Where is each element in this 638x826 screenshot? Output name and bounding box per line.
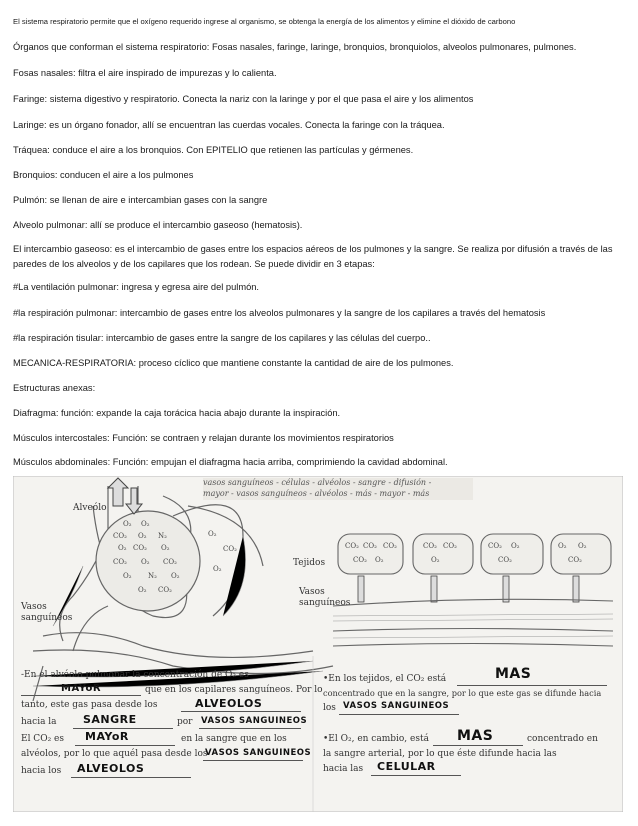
right-line-4: •El O₂, en cambio, está <box>323 734 429 744</box>
svg-text:CO₂: CO₂ <box>498 556 512 564</box>
respiracion-tisular-paragraph: #la respiración tisular: intercambio de gases entre la sangre de los capilares y las células del cuerpo.. <box>13 333 431 343</box>
svg-text:O₂: O₂ <box>208 530 217 538</box>
left-line-4: hacia la <box>21 717 57 727</box>
estructuras-heading: Estructuras anexas: <box>13 383 96 393</box>
label-alveolo: Alveólo <box>73 503 107 513</box>
svg-text:O₂: O₂ <box>123 572 132 580</box>
right-line-5: concentrado en <box>527 734 598 744</box>
svg-text:CO₂: CO₂ <box>568 556 582 564</box>
answer-alveolos-1: ALVEOLOS <box>195 697 263 710</box>
diafragma-paragraph: Diafragma: función: expande la caja torácica hacia abajo durante la inspiración. <box>13 408 341 418</box>
fosas-paragraph: Fosas nasales: filtra el aire inspirado de impurezas y lo calienta. <box>13 68 277 78</box>
right-line-3: los <box>323 703 336 713</box>
svg-text:O₂: O₂ <box>138 532 147 540</box>
left-line-6: El CO₂ es <box>21 734 64 744</box>
svg-text:O₂: O₂ <box>123 520 132 528</box>
word-bank-line-1: vasos sanguíneos - células - alvéolos - sangre - difusión - <box>203 478 432 487</box>
bronquios-paragraph: Bronquios: conducen el aire a los pulmones <box>13 170 194 180</box>
svg-text:O₂: O₂ <box>431 556 440 564</box>
svg-text:CO₂: CO₂ <box>345 542 359 550</box>
answer-celular: CELULAR <box>377 760 436 773</box>
svg-text:O₂: O₂ <box>375 556 384 564</box>
svg-text:N₂: N₂ <box>158 532 167 540</box>
label-vasos-left-2: sanguíneos <box>21 613 73 623</box>
laringe-paragraph: Laringe: es un órgano fonador, allí se encuentran las cuerdas vocales. Conecta la faringe con la tráquea. <box>13 120 445 130</box>
organos-paragraph: Órganos que conforman el sistema respiratorio: Fosas nasales, faringe, laringe, bronquios, bronquiolos, alveolos pulmonares, pulmones. <box>13 42 577 52</box>
word-bank-line-2: mayor - vasos sanguíneos - alvéolos - más - mayor - más <box>203 489 430 498</box>
svg-text:CO₂: CO₂ <box>353 556 367 564</box>
left-line-2: que en los capilares sanguíneos. Por lo <box>145 685 323 695</box>
mecanica-paragraph: MECANICA-RESPIRATORIA: proceso cíclico que mantiene constante la cantidad de aire de los pulmones. <box>13 358 454 368</box>
left-line-9: hacia los <box>21 766 62 776</box>
label-vasos-left-1: Vasos <box>21 602 47 612</box>
left-line-3: tanto, este gas pasa desde los <box>21 700 158 710</box>
svg-text:CO₂: CO₂ <box>423 542 437 550</box>
answer-vasos-1: VASOS SANGUINEOS <box>201 716 308 726</box>
respiracion-pulmonar-paragraph: #la respiración pulmonar: intercambio de gases entre los alveolos pulmonares y la sangre de los capilares a través del hematosis <box>13 308 546 318</box>
pulmon-paragraph: Pulmón: se llenan de aire e intercambian gases con la sangre <box>13 195 268 205</box>
svg-text:O₂: O₂ <box>141 558 150 566</box>
svg-text:O₂: O₂ <box>171 572 180 580</box>
svg-text:O₂: O₂ <box>511 542 520 550</box>
right-line-1: •En los tejidos, el CO₂ está <box>323 674 447 684</box>
svg-text:O₂: O₂ <box>558 542 567 550</box>
svg-text:CO₂: CO₂ <box>223 545 237 553</box>
svg-text:O₂: O₂ <box>138 586 147 594</box>
left-line-5: por <box>177 717 193 727</box>
intercambio-paragraph: El intercambio gaseoso: es el intercambio de gases entre los espacios aéreos de los pulmones y la sangre. Se realiza por difusión a través de las paredes de los alveolos y de los capilares que los rodean. Se puede dividir en 3 etapas: <box>13 244 613 269</box>
answer-alveolos-2: ALVEOLOS <box>77 762 145 775</box>
label-vasos-right-2: sanguíneos <box>299 598 351 608</box>
label-tejidos: Tejidos <box>293 558 326 568</box>
left-line-8: alvéolos, por lo que aquél pasa desde los <box>21 749 208 759</box>
svg-text:CO₂: CO₂ <box>488 542 502 550</box>
svg-text:O₂: O₂ <box>141 520 150 528</box>
svg-text:O₂: O₂ <box>213 565 222 573</box>
right-line-2: concentrado que en la sangre, por lo que este gas se difunde hacia <box>323 688 602 698</box>
svg-text:O₂: O₂ <box>118 544 127 552</box>
answer-vasos-3: VASOS SANGUINEOS <box>343 701 450 711</box>
answer-sangre: SANGRE <box>83 713 137 726</box>
svg-text:CO₂: CO₂ <box>133 544 147 552</box>
traquea-paragraph: Tráquea: conduce el aire a los bronquios. Con EPITELIO que retienen las partículas y gérmenes. <box>13 145 414 155</box>
faringe-paragraph: Faringe: sistema digestivo y respiratorio. Conecta la nariz con la laringe y por el que pasa el aire y los alimentos <box>13 94 474 104</box>
svg-text:CO₂: CO₂ <box>113 558 127 566</box>
ventilacion-paragraph: #La ventilación pulmonar: ingresa y egresa aire del pulmón. <box>13 282 259 292</box>
answer-mas-1: MAS <box>495 666 532 682</box>
svg-text:CO₂: CO₂ <box>113 532 127 540</box>
svg-text:O₂: O₂ <box>578 542 587 550</box>
answer-mas-2: MAS <box>457 728 494 744</box>
intercostales-paragraph: Músculos intercostales: Función: se contraen y relajan durante los movimientos respiratorios <box>13 433 394 443</box>
answer-vasos-2: VASOS SANGUINEOS <box>205 748 312 758</box>
label-vasos-right-1: Vasos <box>299 587 325 597</box>
svg-text:CO₂: CO₂ <box>163 558 177 566</box>
left-line-7: en la sangre que en los <box>181 734 287 744</box>
svg-text:O₂: O₂ <box>161 544 170 552</box>
answer-mayor-2: MAYoR <box>85 730 129 743</box>
left-line-1: -En el alvéolo pulmonar la concentración de O₂ es <box>21 670 249 680</box>
right-line-6: la sangre arterial, por lo que éste difunde hacia las <box>323 749 557 759</box>
svg-text:CO₂: CO₂ <box>158 586 172 594</box>
svg-text:N₂: N₂ <box>148 572 157 580</box>
abdominales-paragraph: Músculos abdominales: Función: empujan el diafragma hacia arriba, comprimiendo la cavidad abdominal. <box>13 457 448 467</box>
svg-text:CO₂: CO₂ <box>363 542 377 550</box>
answer-mayor-1: MAYoR <box>61 683 102 694</box>
right-line-7: hacia las <box>323 764 364 774</box>
alveolo-paragraph: Alveolo pulmonar: allí se produce el intercambio gaseoso (hematosis). <box>13 220 303 230</box>
intro-paragraph: El sistema respiratorio permite que el oxígeno requerido ingrese al organismo, se obtenga la energía de los alimentos y elimine el dióxido de carbono <box>13 17 516 26</box>
worksheet-figure <box>13 476 623 812</box>
svg-text:CO₂: CO₂ <box>443 542 457 550</box>
svg-text:CO₂: CO₂ <box>383 542 397 550</box>
